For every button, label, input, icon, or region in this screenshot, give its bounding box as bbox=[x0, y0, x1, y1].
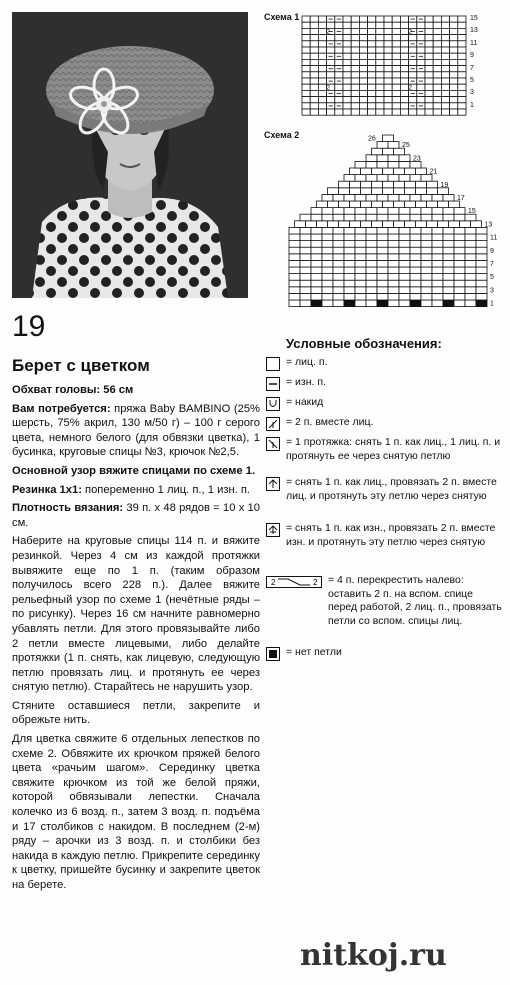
materials-text: пряжа Baby BAMBINO (25% шерсть, 75% акрил, 130 м/50 г) – 100 г серого цвета, немного белого (для обвязки цветка), 1 бусинка, круговые спицы №3, крючок №2,5. bbox=[12, 402, 260, 459]
cross-label: 2 bbox=[326, 29, 330, 36]
schema1-title: Схема 1 bbox=[264, 12, 300, 22]
svg-text:2: 2 bbox=[271, 578, 276, 587]
cross-label: 2 bbox=[326, 85, 330, 92]
schema2-row-number: 5 bbox=[490, 274, 494, 282]
schema2-row-number: 17 bbox=[457, 195, 465, 202]
instructions-text bbox=[12, 383, 260, 897]
schema1-row-numbers: 15 13 11 9 7 5 3 1 bbox=[470, 15, 478, 109]
legend-title: Условные обозначения: bbox=[286, 336, 442, 351]
instructions-paragraph-2: Стяните оставшиеся петли, закрепите и обрежьте нить. bbox=[12, 699, 260, 727]
cross-label: 2 bbox=[408, 29, 412, 36]
k2tog-icon bbox=[266, 417, 280, 431]
schema2-row-number: 1 bbox=[490, 300, 494, 308]
purl-icon bbox=[266, 377, 280, 391]
cross-icon bbox=[266, 576, 322, 588]
gauge-label: Плотность вязания: bbox=[12, 502, 124, 515]
instructions-paragraph-3: Для цветка свяжите 6 отдельных лепестков по схеме 2. Обвяжите их крючком пряжей белого цвета «рачьим шагом». Серединку цветка свяжите крючком из той же белой пряжи, которой обвязывали лепестки. Сначала колечко из 6 возд. п., затем 3 возд. п. подъёма и 17 столбиков с накидом. В последнем (2-м) ряду – арочки из 3 возд. п. и столбики без накида в каждую петлю. Прикрепите серединку к цветку, пришейте бусинку и закрепите цветок на берете. bbox=[12, 733, 260, 891]
dec3-purl-icon bbox=[266, 523, 280, 537]
schema2-row-number: 25 bbox=[402, 142, 410, 150]
svg-text:2: 2 bbox=[313, 578, 318, 587]
rib-text: попеременно 1 лиц. п., 1 изн. п. bbox=[85, 483, 251, 496]
schema2-row-number: 26 bbox=[368, 135, 376, 143]
schema2-row-number: 3 bbox=[490, 287, 494, 295]
rib-label: Резинка 1x1: bbox=[12, 483, 82, 496]
site-watermark[interactable]: nitkoj.ru bbox=[300, 938, 447, 973]
schema2-row-number: 23 bbox=[413, 155, 421, 163]
beret-photo bbox=[12, 12, 248, 298]
materials-label: Вам потребуется: bbox=[12, 402, 111, 415]
knit-icon bbox=[266, 357, 280, 371]
head-size: Обхват головы: 56 см bbox=[12, 384, 134, 396]
schema2-row-number: 21 bbox=[429, 168, 438, 176]
schema2-row-number: 7 bbox=[490, 261, 494, 268]
schema2-row-number: 9 bbox=[490, 247, 494, 255]
schema2-title: Схема 2 bbox=[264, 130, 300, 140]
page-title: Берет с цветком bbox=[12, 356, 150, 375]
no-stitch-icon bbox=[266, 647, 280, 661]
gauge-text: 39 п. х 48 рядов = 10 х 10 см. bbox=[12, 502, 260, 529]
schema2-row-number: 11 bbox=[490, 234, 498, 242]
schema2-grid bbox=[288, 130, 498, 316]
schema2-row-number: 15 bbox=[468, 208, 476, 216]
dec3-icon bbox=[266, 477, 280, 491]
pattern-number: 19 bbox=[12, 310, 46, 343]
ssk-icon bbox=[266, 437, 280, 451]
cross-label: 2 bbox=[408, 85, 412, 92]
main-pattern: Основной узор вяжите спицами по схеме 1. bbox=[12, 464, 256, 477]
schema2-row-number: 19 bbox=[440, 181, 449, 189]
schema2-row-number: 13 bbox=[484, 221, 493, 229]
instructions-paragraph-1: Наберите на круговые спицы 114 п. и вяжите резинкой. Через 4 см из каждой протяжки вывяжите еще по 1 п. (таким образом получилось всего 228 п.). Далее вяжите рельефный узор по схеме 1 (нечётные ряды – по рисунку). Через 16 см начните равномерно убавлять петли. Для этого провязывайте либо 2 петли вместе лицевыми, либо делайте протяжки (1 п. снять, как лицевую, следующую петлю провязать лиц. и протянуть ее через снятую петлю). Старайтесь не нарушить узор. bbox=[12, 535, 260, 694]
yarn-over-icon bbox=[266, 397, 280, 411]
